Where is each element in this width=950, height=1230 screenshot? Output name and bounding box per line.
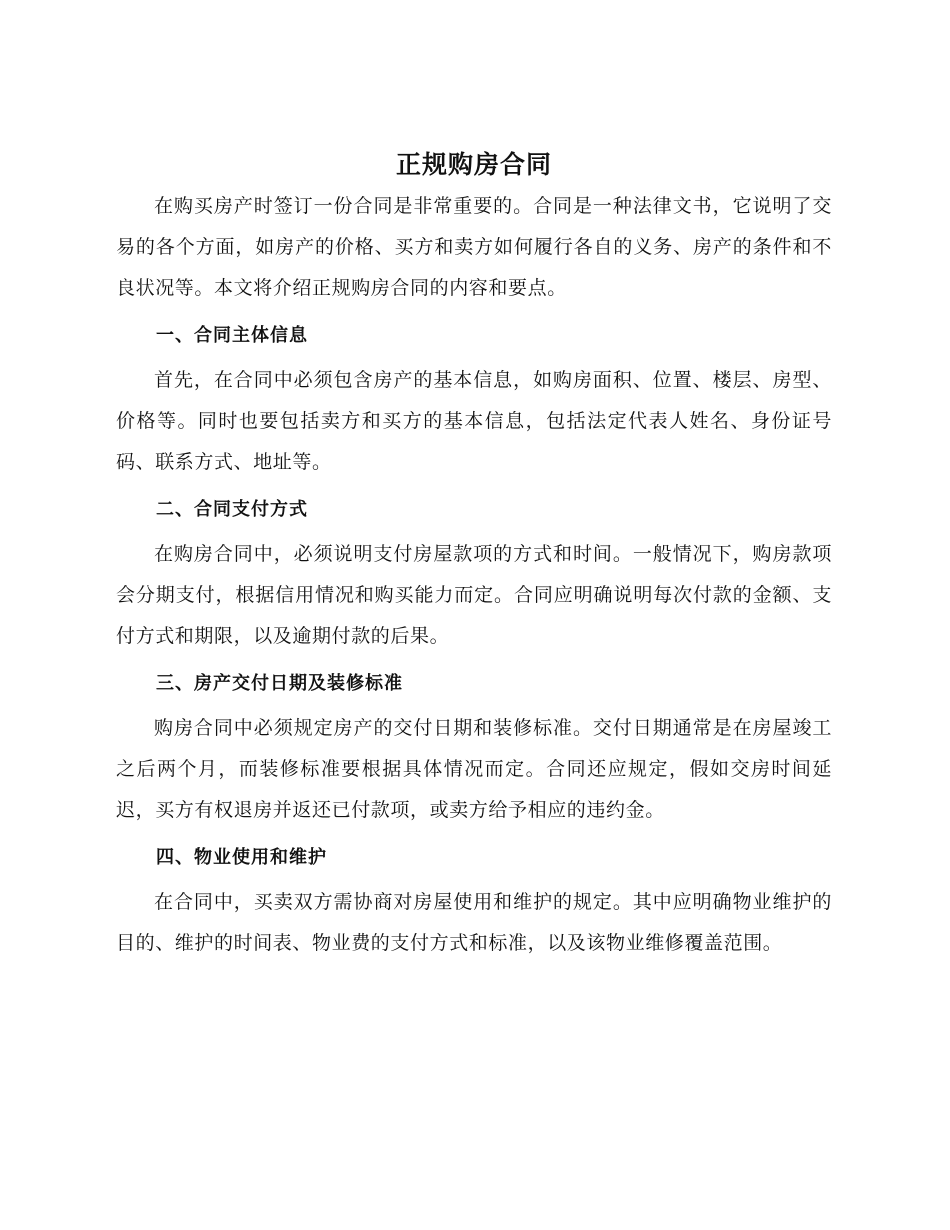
intro-paragraph: 在购买房产时签订一份合同是非常重要的。合同是一种法律文书，它说明了交易的各个方面，如房产的价格、买方和卖方如何履行各自的义务、房产的条件和不良状况等。本文将介绍正规购房合同的内容和要点。 <box>116 195 832 299</box>
document-page <box>116 148 832 964</box>
section-body-property-maintenance: 在合同中，买卖双方需协商对房屋使用和维护的规定。其中应明确物业维护的目的、维护的时间表、物业费的支付方式和标准，以及该物业维修覆盖范围。 <box>116 891 832 954</box>
section-heading-property-maintenance: 四、物业使用和维护 <box>156 847 327 868</box>
section-body-delivery: 购房合同中必须规定房产的交付日期和装修标准。交付日期通常是在房屋竣工之后两个月，而装修标准要根据具体情况而定。合同还应规定，假如交房时间延迟，买方有权退房并返还已付款项，或卖方给予相应的违约金。 <box>116 717 832 821</box>
section-body-subject-info: 首先，在合同中必须包含房产的基本信息，如购房面积、位置、楼层、房型、价格等。同时也要包括卖方和买方的基本信息，包括法定代表人姓名、身份证号码、联系方式、地址等。 <box>116 369 832 473</box>
section-heading-subject-info: 一、合同主体信息 <box>156 325 308 346</box>
section-heading-delivery: 三、房产交付日期及装修标准 <box>156 673 403 694</box>
section-heading-payment: 二、合同支付方式 <box>156 499 308 520</box>
document-title: 正规购房合同 <box>395 150 552 179</box>
section-body-payment: 在购房合同中，必须说明支付房屋款项的方式和时间。一般情况下，购房款项会分期支付，根据信用情况和购买能力而定。合同应明确说明每次付款的金额、支付方式和期限，以及逾期付款的后果。 <box>116 543 832 647</box>
